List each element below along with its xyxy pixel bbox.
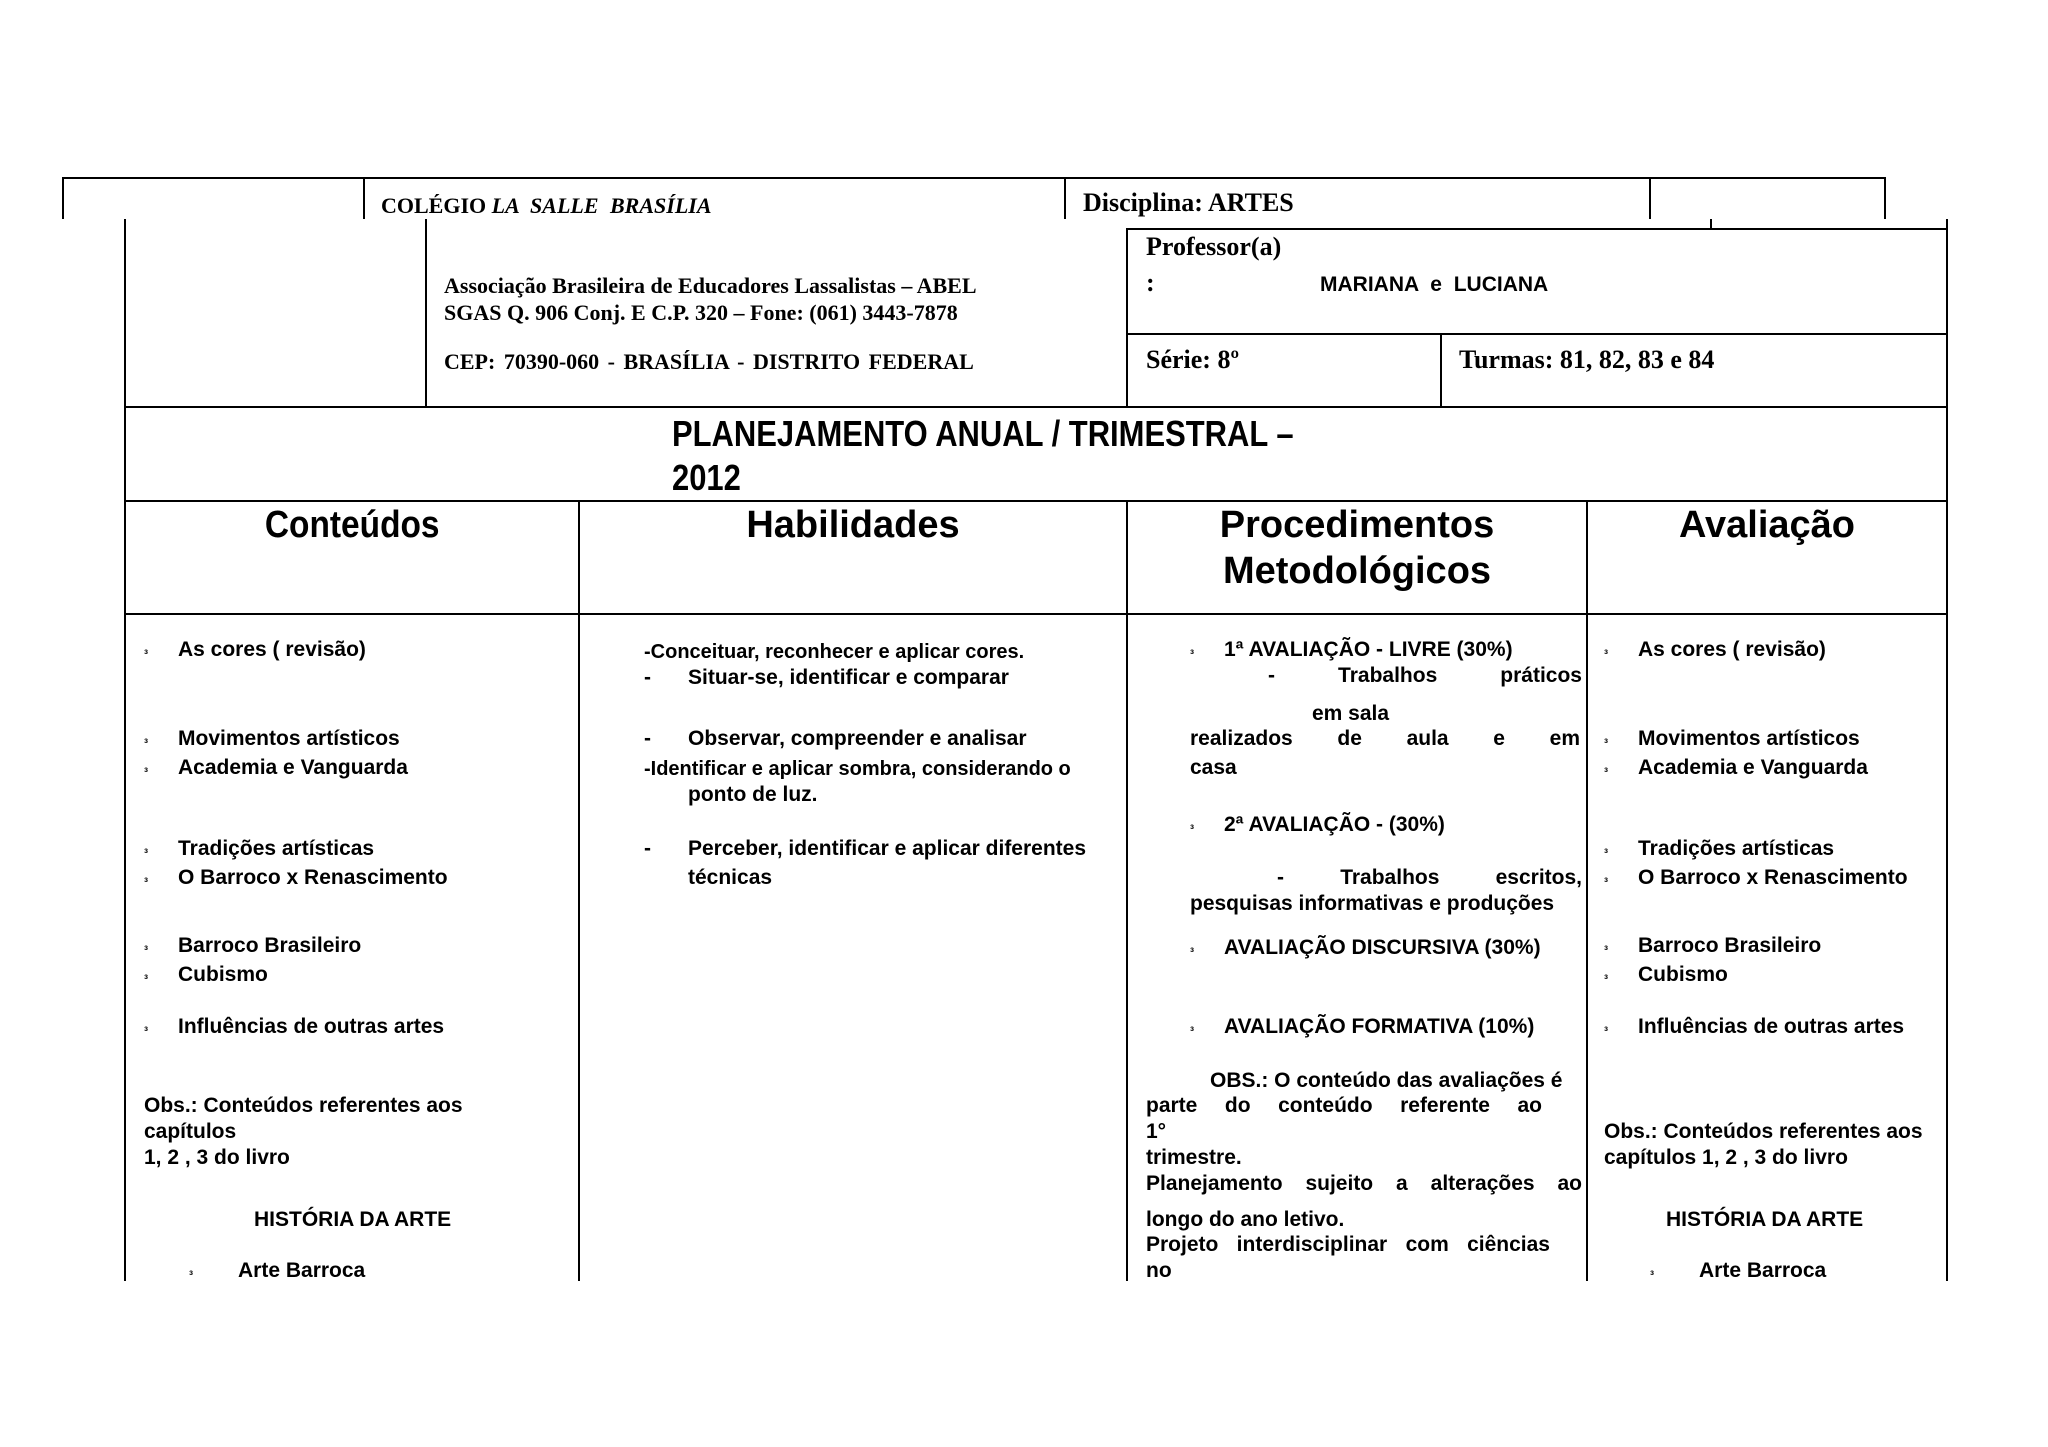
column-header-label: Conteúdos xyxy=(264,504,440,546)
list-item: Barroco Brasileiro xyxy=(1638,934,1822,957)
serie: Série: 8º xyxy=(1146,345,1240,374)
rule xyxy=(1586,500,1588,1281)
association-name: Associação Brasileira de Educadores Lassalistas – ABEL xyxy=(444,273,977,298)
procedimento-obs-line: no xyxy=(1146,1259,1172,1282)
bullet-icon: ³ xyxy=(144,972,148,986)
list-item: Movimentos artísticos xyxy=(178,727,400,750)
column-header-line: Metodológicos xyxy=(1222,550,1492,592)
list-item: Influências de outras artes xyxy=(178,1015,445,1038)
rule xyxy=(578,500,580,1281)
bullet-icon: ³ xyxy=(1604,943,1608,957)
school-label: COLÉGIO xyxy=(381,193,487,218)
bullet-icon: ³ xyxy=(1604,647,1608,661)
procedimento-line: - Trabalhos escritos, xyxy=(1277,866,1582,889)
rule xyxy=(62,177,1886,179)
list-item: Arte Barroca xyxy=(1699,1259,1827,1282)
discipline: Disciplina: ARTES xyxy=(1083,188,1294,217)
school-name xyxy=(381,192,712,219)
bullet-icon: ³ xyxy=(144,943,148,957)
bullet-icon: ³ xyxy=(1650,1268,1654,1282)
list-item: Influências de outras artes xyxy=(1638,1015,1905,1038)
column-header-line: Procedimentos xyxy=(1219,504,1495,546)
habilidade-item: -Conceituar, reconhecer e aplicar cores. xyxy=(644,641,1025,663)
habilidade-item: Situar-se, identificar e comparar xyxy=(688,666,1009,689)
list-item: O Barroco x Renascimento xyxy=(1638,866,1908,889)
procedimento-line: pesquisas informativas e produções xyxy=(1190,892,1555,915)
turmas: Turmas: 81, 82, 83 e 84 xyxy=(1459,345,1715,374)
list-item: Tradições artísticas xyxy=(178,837,375,860)
bullet-icon: ³ xyxy=(144,846,148,860)
avaliacao-obs-line: capítulos 1, 2 , 3 do livro xyxy=(1604,1146,1848,1169)
avaliacao-obs-line: Obs.: Conteúdos referentes aos xyxy=(1604,1120,1923,1143)
rule xyxy=(1440,333,1442,407)
rule xyxy=(1946,219,1948,1281)
bullet-icon: ³ xyxy=(1604,736,1608,750)
page-title-line-2: 2012 xyxy=(672,457,741,498)
list-item: Cubismo xyxy=(1638,963,1728,986)
school-name-italic: LA SALLE BRASÍLIA xyxy=(491,193,712,218)
habilidade-dash: - xyxy=(644,837,651,860)
rule xyxy=(1649,177,1651,219)
bullet-icon: ³ xyxy=(1604,875,1608,889)
rule xyxy=(124,219,126,1281)
list-item: O Barroco x Renascimento xyxy=(178,866,448,889)
rule xyxy=(124,406,1948,408)
procedimento-obs-line: Projeto interdisciplinar com ciências xyxy=(1146,1233,1550,1256)
bullet-icon: ³ xyxy=(144,1024,148,1038)
rule xyxy=(363,177,365,219)
procedimento-obs-line: OBS.: O conteúdo das avaliações é xyxy=(1210,1069,1563,1092)
rule xyxy=(1710,219,1712,228)
procedimento-obs-line: Planejamento sujeito a alterações ao xyxy=(1146,1172,1582,1195)
habilidade-item: técnicas xyxy=(688,866,773,889)
bullet-icon: ³ xyxy=(189,1268,193,1282)
habilidade-item: -Identificar e aplicar sombra, considerando o xyxy=(644,758,1071,780)
habilidade-dash: - xyxy=(644,727,651,750)
bullet-icon: ³ xyxy=(1190,1024,1194,1038)
list-item: Academia e Vanguarda xyxy=(1638,756,1868,779)
bullet-icon: ³ xyxy=(1190,822,1194,836)
bullet-icon: ³ xyxy=(144,765,148,779)
habilidade-item: Observar, compreender e analisar xyxy=(688,727,1027,750)
column-header-conteudos xyxy=(126,502,578,548)
rule xyxy=(124,613,1948,615)
rule xyxy=(1126,333,1948,335)
procedimento-obs-line: parte do conteúdo referente ao xyxy=(1146,1094,1542,1117)
column-header-procedimentos xyxy=(1128,502,1586,594)
bullet-icon: ³ xyxy=(1604,846,1608,860)
page-title-line-1: PLANEJAMENTO ANUAL / TRIMESTRAL – xyxy=(672,413,1294,454)
list-item: Movimentos artísticos xyxy=(1638,727,1860,750)
bullet-icon: ³ xyxy=(144,875,148,889)
rule xyxy=(1126,228,1948,230)
column-header-avaliacao: Avaliação xyxy=(1678,504,1856,546)
rule xyxy=(62,177,64,219)
list-item: Barroco Brasileiro xyxy=(178,934,362,957)
procedimento-line: - Trabalhos práticos xyxy=(1268,664,1582,687)
bullet-icon: ³ xyxy=(1604,972,1608,986)
bullet-icon: ³ xyxy=(1604,1024,1608,1038)
habilidade-item: Perceber, identificar e aplicar diferentes xyxy=(688,837,1087,860)
conteudos-obs-line: Obs.: Conteúdos referentes aos xyxy=(144,1094,463,1117)
bullet-icon: ³ xyxy=(1190,647,1194,661)
professor-label: Professor(a) xyxy=(1146,232,1282,261)
list-item: Arte Barroca xyxy=(238,1259,366,1282)
bullet-icon: ³ xyxy=(1190,945,1194,959)
list-item: As cores ( revisão) xyxy=(1638,638,1826,661)
procedimento-item: 1ª AVALIAÇÃO - LIVRE (30%) xyxy=(1224,638,1513,661)
rule xyxy=(1884,177,1886,219)
procedimento-item: AVALIAÇÃO FORMATIVA (10%) xyxy=(1224,1015,1535,1038)
historia-da-arte-heading: HISTÓRIA DA ARTE xyxy=(254,1208,452,1231)
conteudos-obs-line: capítulos xyxy=(144,1120,237,1143)
list-item: As cores ( revisão) xyxy=(178,638,366,661)
procedimento-obs-line: trimestre. xyxy=(1146,1146,1242,1169)
procedimento-line: em sala xyxy=(1312,702,1390,725)
habilidade-item: ponto de luz. xyxy=(688,783,818,806)
procedimento-line: casa xyxy=(1190,756,1237,779)
association-address: SGAS Q. 906 Conj. E C.P. 320 – Fone: (061) 3443-7878 xyxy=(444,300,958,325)
rule xyxy=(425,219,427,407)
rule xyxy=(1126,228,1128,407)
professor-names: MARIANA e LUCIANA xyxy=(1320,273,1549,296)
column-header-habilidades: Habilidades xyxy=(746,504,960,546)
list-item: Tradições artísticas xyxy=(1638,837,1835,860)
rule xyxy=(1126,500,1128,1281)
list-item: Academia e Vanguarda xyxy=(178,756,408,779)
procedimento-item: AVALIAÇÃO DISCURSIVA (30%) xyxy=(1224,936,1541,959)
procedimento-obs-line: longo do ano letivo. xyxy=(1146,1208,1345,1231)
association-cep: CEP: 70390-060 - BRASÍLIA - DISTRITO FEDERAL xyxy=(444,349,974,374)
professor-colon: : xyxy=(1146,268,1155,297)
bullet-icon: ³ xyxy=(1604,765,1608,779)
procedimento-item: 2ª AVALIAÇÃO - (30%) xyxy=(1224,813,1445,836)
bullet-icon: ³ xyxy=(144,736,148,750)
historia-da-arte-heading: HISTÓRIA DA ARTE xyxy=(1666,1208,1864,1231)
conteudos-obs-line: 1, 2 , 3 do livro xyxy=(144,1146,290,1169)
procedimento-line: realizados de aula e em xyxy=(1190,727,1580,750)
rule xyxy=(1064,177,1066,219)
habilidade-dash: - xyxy=(644,666,651,689)
procedimento-obs-line: 1° xyxy=(1146,1120,1167,1143)
list-item: Cubismo xyxy=(178,963,268,986)
bullet-icon: ³ xyxy=(144,647,148,661)
